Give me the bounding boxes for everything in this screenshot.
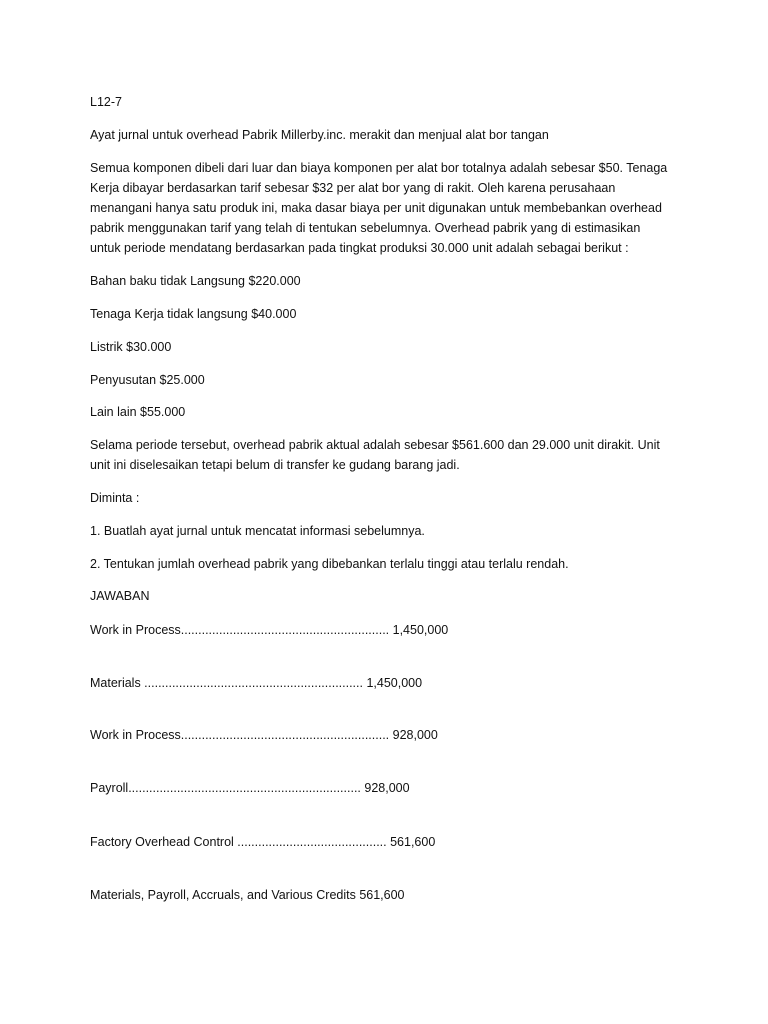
period-paragraph: [90, 435, 690, 475]
journal-entry-line: Factory Overhead Control ........................................... 561,600: [90, 835, 436, 849]
cost-item-electricity: Listrik $30.000: [90, 340, 172, 354]
intro-line: Kerja dibayar berdasarkan tarif sebesar $32 per alat bor yang di rakit. Oleh karena perusahaan: [90, 181, 616, 195]
journal-entry-line: Work in Process............................................................ 928,000: [90, 728, 438, 742]
journal-entry-line: Work in Process............................................................ 1,450,000: [90, 623, 449, 637]
intro-line: pabrik menggunakan tarif yang telah di tentukan sebelumnya. Overhead pabrik yang di estimasikan: [90, 221, 641, 235]
required-heading: Diminta :: [90, 491, 140, 505]
problem-title: Ayat jurnal untuk overhead Pabrik Millerby.inc. merakit dan menjual alat bor tangan: [90, 128, 549, 142]
period-line: Selama periode tersebut, overhead pabrik aktual adalah sebesar $561.600 dan 29.000 unit dirakit. Unit: [90, 438, 660, 452]
cost-item-indirect-materials: Bahan baku tidak Langsung $220.000: [90, 274, 301, 288]
task-1: 1. Buatlah ayat jurnal untuk mencatat informasi sebelumnya.: [90, 524, 425, 538]
cost-item-other: Lain lain $55.000: [90, 405, 186, 419]
intro-paragraph: [90, 158, 690, 258]
journal-entry-line: Payroll................................................................... 928,000: [90, 781, 410, 795]
journal-entry-line: Materials, Payroll, Accruals, and Various Credits 561,600: [90, 888, 405, 902]
problem-code: L12-7: [90, 95, 122, 109]
journal-entry-line: Materials ............................................................... 1,450,000: [90, 676, 423, 690]
cost-item-depreciation: Penyusutan $25.000: [90, 373, 205, 387]
intro-line: untuk periode mendatang berdasarkan pada tingkat produksi 30.000 unit adalah sebagai berikut :: [90, 241, 629, 255]
period-line: unit ini diselesaikan tetapi belum di transfer ke gudang barang jadi.: [90, 458, 460, 472]
intro-line: Semua komponen dibeli dari luar dan biaya komponen per alat bor totalnya adalah sebesar $50. Tenaga: [90, 161, 668, 175]
intro-line: menangani hanya satu produk ini, maka dasar biaya per unit digunakan untuk membebankan overhead: [90, 201, 662, 215]
cost-item-indirect-labor: Tenaga Kerja tidak langsung $40.000: [90, 307, 297, 321]
task-2: 2. Tentukan jumlah overhead pabrik yang dibebankan terlalu tinggi atau terlalu rendah.: [90, 557, 569, 571]
answer-heading: JAWABAN: [90, 589, 150, 603]
